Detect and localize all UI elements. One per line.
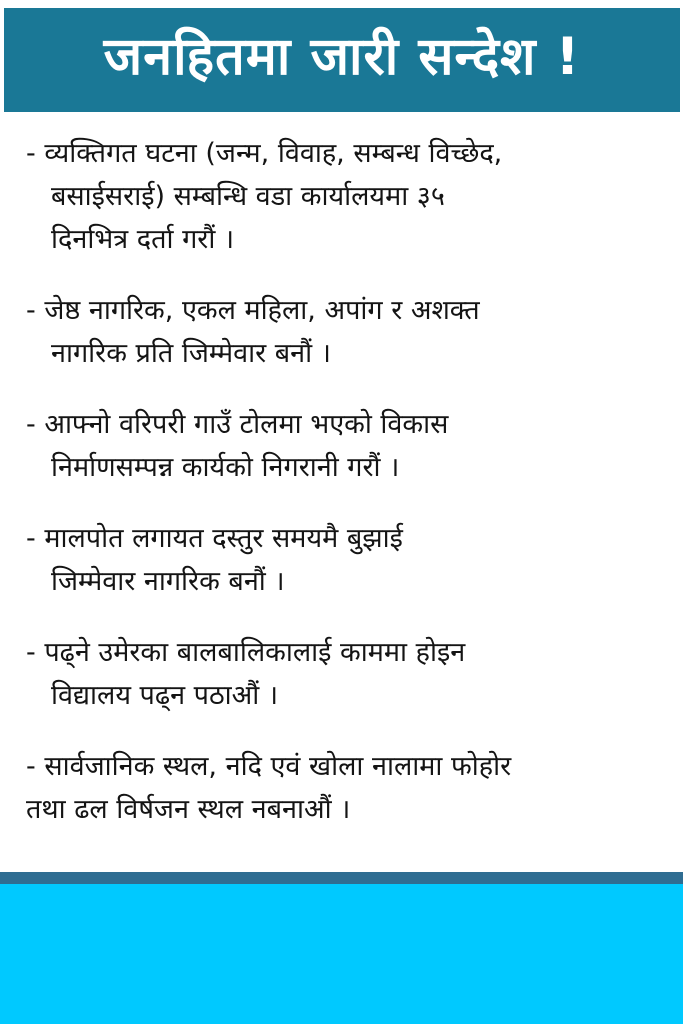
notice-item-development-monitoring (26, 403, 666, 489)
notice-line: दिनभित्र दर्ता गरौं । (51, 224, 235, 255)
notice-line: - मालपोत लगायत दस्तुर समयमै बुझाई (26, 523, 403, 554)
notice-item-child-education (26, 631, 666, 717)
footer-band (0, 884, 683, 1024)
notice-line: जिम्मेवार नागरिक बनौं । (51, 566, 285, 597)
notice-line: - व्यक्तिगत घटना (जन्म, विवाह, सम्बन्ध विच्छेद, (26, 138, 503, 169)
notice-line: निर्माणसम्पन्न कार्यको निगरानी गरौं । (51, 452, 400, 483)
notice-line: बसाईसराई) सम्बन्धि वडा कार्यालयमा ३५ (51, 181, 445, 212)
footer-divider (0, 872, 683, 884)
notice-item-senior-citizens (26, 289, 666, 375)
notice-line: - जेष्ठ नागरिक, एकल महिला, अपांग र अशक्त (26, 295, 480, 326)
poster-title: जनहितमा जारी सन्देश ! (103, 27, 581, 87)
notice-line: - पढ्ने उमेरका बालबालिकालाई काममा होइन (26, 637, 466, 668)
notice-line: तथा ढल विर्षजन स्थल नबनाऔं । (26, 794, 351, 825)
notice-item-vital-registration (26, 132, 666, 261)
notice-line: नागरिक प्रति जिम्मेवार बनौं । (51, 338, 331, 369)
title-banner (4, 8, 680, 112)
notice-list (26, 132, 666, 859)
notice-line: - सार्वजानिक स्थल, नदि एवं खोला नालामा फोहोर (26, 751, 512, 782)
notice-item-public-sanitation (26, 745, 666, 831)
notice-line: विद्यालय पढ्न पठाऔं । (51, 680, 279, 711)
notice-line: - आफ्नो वरिपरी गाउँ टोलमा भएको विकास (26, 409, 449, 440)
notice-item-land-tax (26, 517, 666, 603)
